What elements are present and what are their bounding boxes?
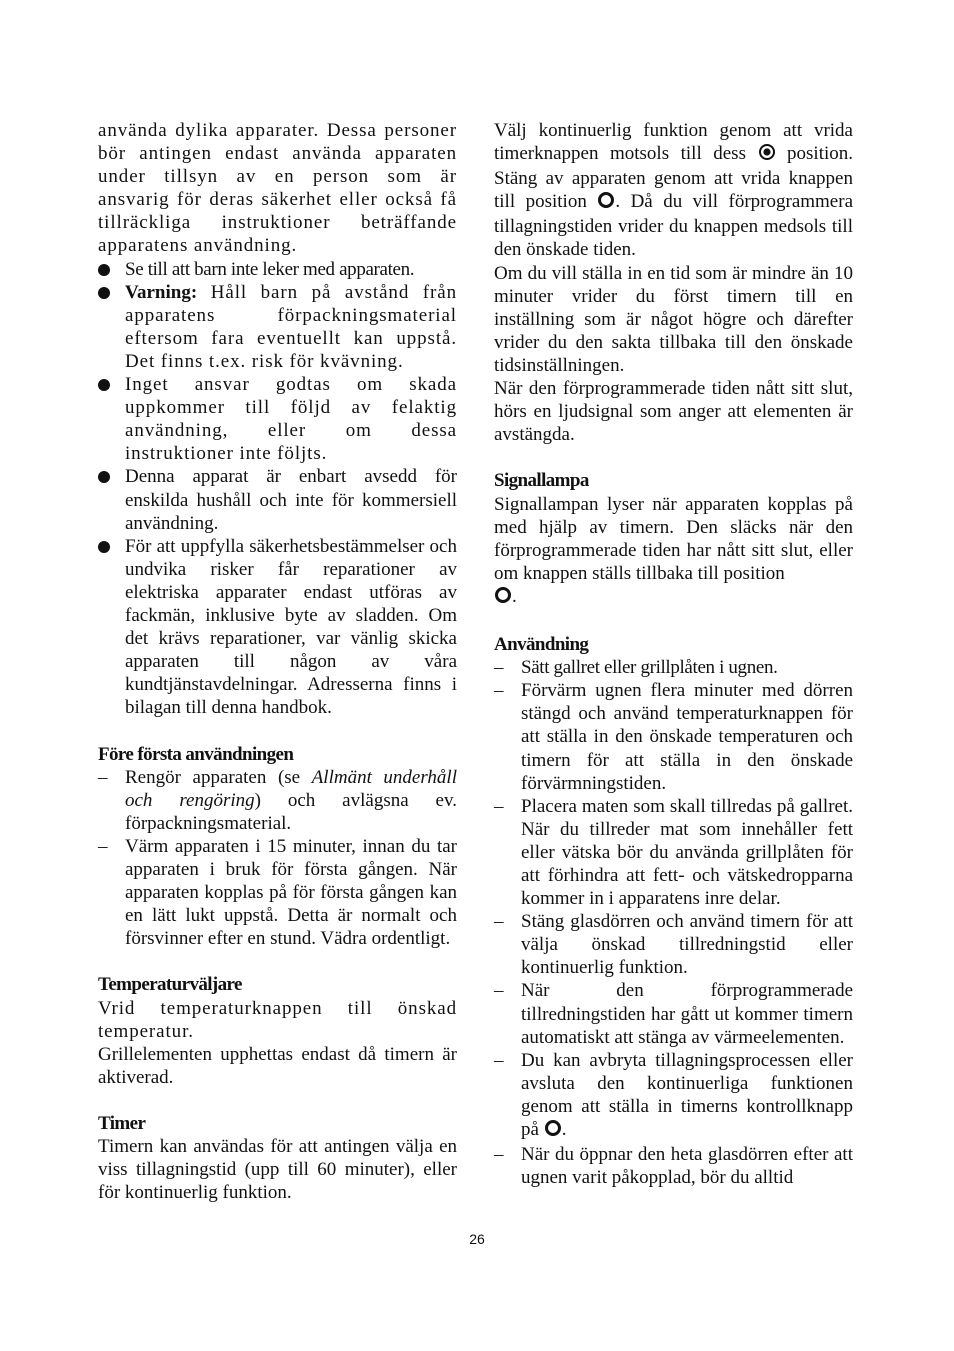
paragraph: Signallampan lyser när apparaten kopplas på med hjälp av timern. Den släcks när den förprogrammerade tiden har nått sitt slut, eller om knappen ställs tillbaka till position . [494, 493, 853, 610]
list-item: – Stäng glasdörren och använd timern för att välja önskad tillredningstid eller kontinuerlig funktion. [494, 911, 853, 979]
bullet-icon [98, 264, 110, 276]
dash-marker: – [494, 1144, 504, 1166]
list-item: – Värm apparaten i 15 minuter, innan du tar apparaten i bruk för första gången. När apparaten kopplas på för första gången kan en lätt lukt uppstå. Detta är normalt och försvinner efter en stund. Vädra ordentligt. [98, 835, 457, 950]
list-item: – När du öppnar den heta glasdörren efter att ugnen varit påkopplad, bör du alltid [494, 1144, 853, 1189]
off-position-icon [597, 191, 615, 215]
list-item: – Du kan avbryta tillagningsprocessen eller avsluta den kontinuerliga funktionen genom att ställa in timerns kontrollknapp på . [494, 1049, 853, 1143]
bullet-icon [98, 379, 110, 391]
dash-marker: – [98, 835, 108, 857]
right-column [494, 119, 853, 1189]
dash-marker: – [494, 911, 504, 933]
paragraph: Grillelementen upphettas endast då timern är aktiverad. [98, 1043, 457, 1088]
bullet-item-warning: Varning: Håll barn på avstånd från apparatens förpackningsmaterial eftersom fara eventuellt kan uppstå. Det finns t.ex. risk för kvävning. [98, 281, 457, 373]
section-heading-timer: Timer [98, 1113, 146, 1135]
paragraph: Vrid temperaturknappen till önskad temperatur. [98, 997, 457, 1042]
list-item: – Placera maten som skall tillredas på gallret. När du tillreder mat som innehåller fett eller vätska bör du använda grillplåten för att förhindra att fett- och vätskedropparna kommer in i apparatens inre delar. [494, 795, 853, 910]
paragraph: Om du vill ställa in en tid som är mindre än 10 minuter vrider du först timern till en inställning som är något högre och därefter vrider du den sakta tillbaka till den önskade tidsinställningen. [494, 262, 853, 376]
bullet-icon [98, 287, 110, 299]
section-heading-first-use: Före första användningen [98, 743, 294, 765]
dash-marker: – [98, 766, 108, 788]
bullet-item: Denna apparat är enbart avsedd för enskilda hushåll och inte för kommersiell användning. [98, 465, 457, 534]
bullet-item: Se till att barn inte leker med apparaten. [98, 258, 457, 281]
paragraph: Välj kontinuerlig funktion genom att vrida timerknappen motsols till dess position. Stäng av apparaten genom att vrida knappen till position . Då du vill förprogrammera tillagningstiden vrider du knappen medsols till den önskade tiden. [494, 120, 853, 261]
section-heading-temperature: Temperaturväljare [98, 974, 242, 996]
list-item: – Sätt gallret eller grillplåten i ugnen. [494, 657, 778, 679]
bullet-icon [98, 471, 110, 483]
dash-marker: – [494, 657, 504, 679]
bullet-item: För att uppfylla säkerhetsbestämmelser och undvika risker får reparationer av elektriska apparater endast utföras av fackmän, inklusive byte av sladden. Om det krävs reparationer, var vänlig skicka apparaten till någon av våra kundtjänstavdelningar. Adresserna finns i bilagan till denna handbok. [98, 535, 457, 720]
section-heading-signal-lamp: Signallampa [494, 470, 589, 492]
list-item: – Förvärm ugnen flera minuter med dörren stängd och använd temperaturknappen för att ställa in den önskade temperaturen och timern för att ställa in den önskade förvärmningstiden. [494, 680, 853, 794]
left-column [98, 119, 457, 1204]
dash-marker: – [494, 1049, 504, 1071]
section-heading-usage: Användning [494, 634, 589, 656]
paragraph: När den förprogrammerade tiden nått sitt slut, hörs en ljudsignal som anger att elementen är avstängda. [494, 378, 853, 446]
dash-marker: – [494, 980, 504, 1002]
dash-marker: – [494, 795, 504, 817]
list-item: – Rengör apparaten (se Allmänt underhåll och rengöring) och avlägsna ev. förpackningsmaterial. [98, 766, 457, 834]
warning-label: Varning: [125, 281, 198, 303]
off-position-icon [494, 586, 512, 610]
page-number: 26 [469, 1231, 485, 1247]
intro-continuation: använda dylika apparater. Dessa personer bör antingen endast använda apparaten under tillsyn av en person som är ansvarig för deras säkerhet eller också få tillräckliga instruktioner beträffande apparatens användning. [98, 120, 457, 257]
list-item: – När den förprogrammerade tillredningstiden har gått ut kommer timern automatiskt att stänga av värmeelementen. [494, 980, 853, 1048]
bullet-icon [98, 541, 110, 553]
off-position-icon [544, 1119, 562, 1143]
paragraph: Timern kan användas för att antingen välja en viss tillagningstid (upp till 60 minuter), eller för kontinuerlig funktion. [98, 1136, 457, 1204]
dash-marker: – [494, 680, 504, 702]
continuous-position-icon [758, 143, 776, 167]
bullet-item: Inget ansvar godtas om skada uppkommer till följd av felaktig användning, eller om dessa instruktioner inte följts. [98, 373, 457, 465]
